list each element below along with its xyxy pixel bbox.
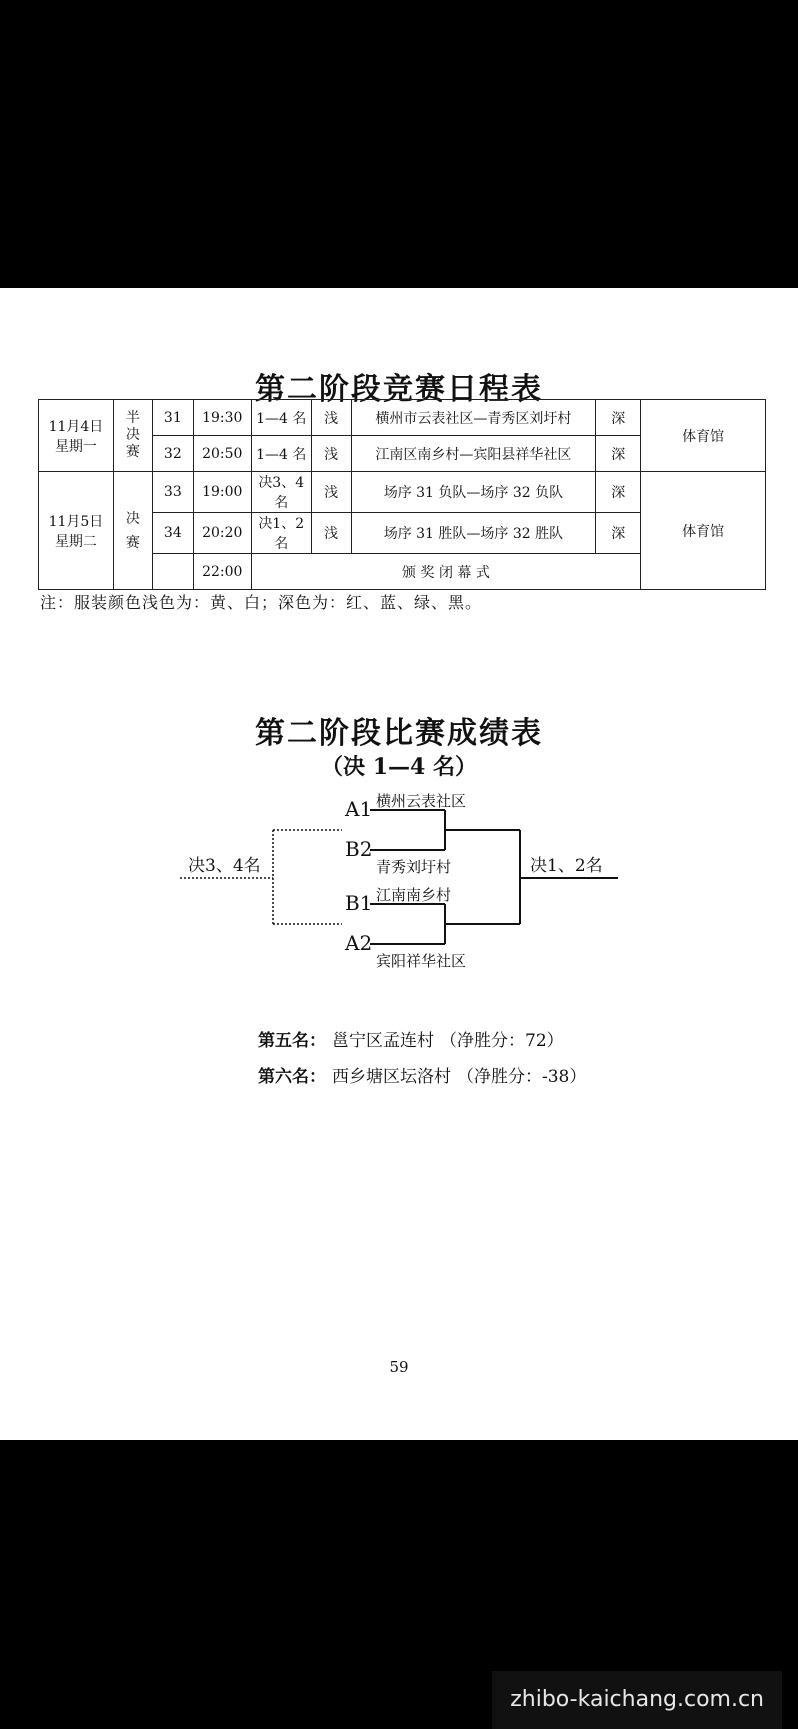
match-time: 20:20 — [193, 513, 251, 554]
match-rank: 决3、4名 — [251, 472, 311, 513]
light-color: 浅 — [311, 436, 351, 472]
match-no: 34 — [152, 513, 193, 554]
dark-color: 深 — [596, 400, 641, 436]
seed-a1-team: 横州云表社区 — [376, 792, 467, 810]
sixth-place: 第六名： 西乡塘区坛洛村 （净胜分：-38） — [258, 1067, 587, 1087]
seed-b2-team: 青秀刘圩村 — [376, 858, 452, 876]
match-teams: 场序 31 胜队—场序 32 胜队 — [351, 513, 596, 554]
day2-cell: 11月5日 星期二 — [39, 472, 114, 590]
third-place-label: 决3、4名 — [188, 856, 261, 876]
light-color: 浅 — [311, 513, 351, 554]
table-row — [39, 472, 766, 513]
match-no: 33 — [152, 472, 193, 513]
seed-a2-code: A2 — [345, 931, 373, 955]
schedule-table — [38, 399, 766, 590]
light-color: 浅 — [311, 400, 351, 436]
dark-color: 深 — [596, 513, 641, 554]
match-rank: 1—4 名 — [251, 400, 311, 436]
match-time: 19:00 — [193, 472, 251, 513]
day1-stage: 半 决 赛 — [113, 400, 152, 472]
fifth-place: 第五名： 邕宁区孟连村 （净胜分：72） — [258, 1031, 564, 1051]
seed-b2-code: B2 — [345, 837, 373, 861]
match-rank: 决1、2名 — [251, 513, 311, 554]
document-page — [0, 288, 798, 1440]
results-title: 第二阶段比赛成绩表 — [255, 716, 543, 751]
day1-cell: 11月4日 星期一 — [39, 400, 114, 472]
seed-a2-team: 宾阳祥华社区 — [376, 952, 467, 970]
match-no: 31 — [152, 400, 193, 436]
venue: 体育馆 — [641, 400, 766, 472]
watermark: zhibo-kaichang.com.cn — [492, 1671, 782, 1729]
table-row — [39, 400, 766, 436]
bracket-diagram — [0, 768, 798, 1018]
dark-color: 深 — [596, 436, 641, 472]
page-number: 59 — [389, 1358, 409, 1376]
seed-b1-code: B1 — [345, 891, 373, 915]
match-time: 19:30 — [193, 400, 251, 436]
schedule-title: 第二阶段竞赛日程表 — [255, 372, 543, 407]
match-teams: 场序 31 负队—场序 32 负队 — [351, 472, 596, 513]
match-time: 20:50 — [193, 436, 251, 472]
color-note: 注：服装颜色浅色为：黄、白；深色为：红、蓝、绿、黑。 — [40, 593, 483, 612]
match-teams: 横州市云表社区—青秀区刘圩村 — [351, 400, 596, 436]
light-color: 浅 — [311, 472, 351, 513]
results-subtitle: （决 1—4 名） — [321, 754, 477, 780]
seed-b1-team: 江南南乡村 — [376, 886, 452, 904]
closing-ceremony: 颁 奖 闭 幕 式 — [251, 554, 640, 590]
match-no: 32 — [152, 436, 193, 472]
day2-stage: 决 赛 — [113, 472, 152, 590]
match-teams: 江南区南乡村—宾阳县祥华社区 — [351, 436, 596, 472]
final-label: 决1、2名 — [530, 856, 603, 876]
dark-color: 深 — [596, 472, 641, 513]
match-rank: 1—4 名 — [251, 436, 311, 472]
empty-cell — [152, 554, 193, 590]
venue: 体育馆 — [641, 472, 766, 590]
seed-a1-code: A1 — [345, 797, 373, 821]
closing-time: 22:00 — [193, 554, 251, 590]
